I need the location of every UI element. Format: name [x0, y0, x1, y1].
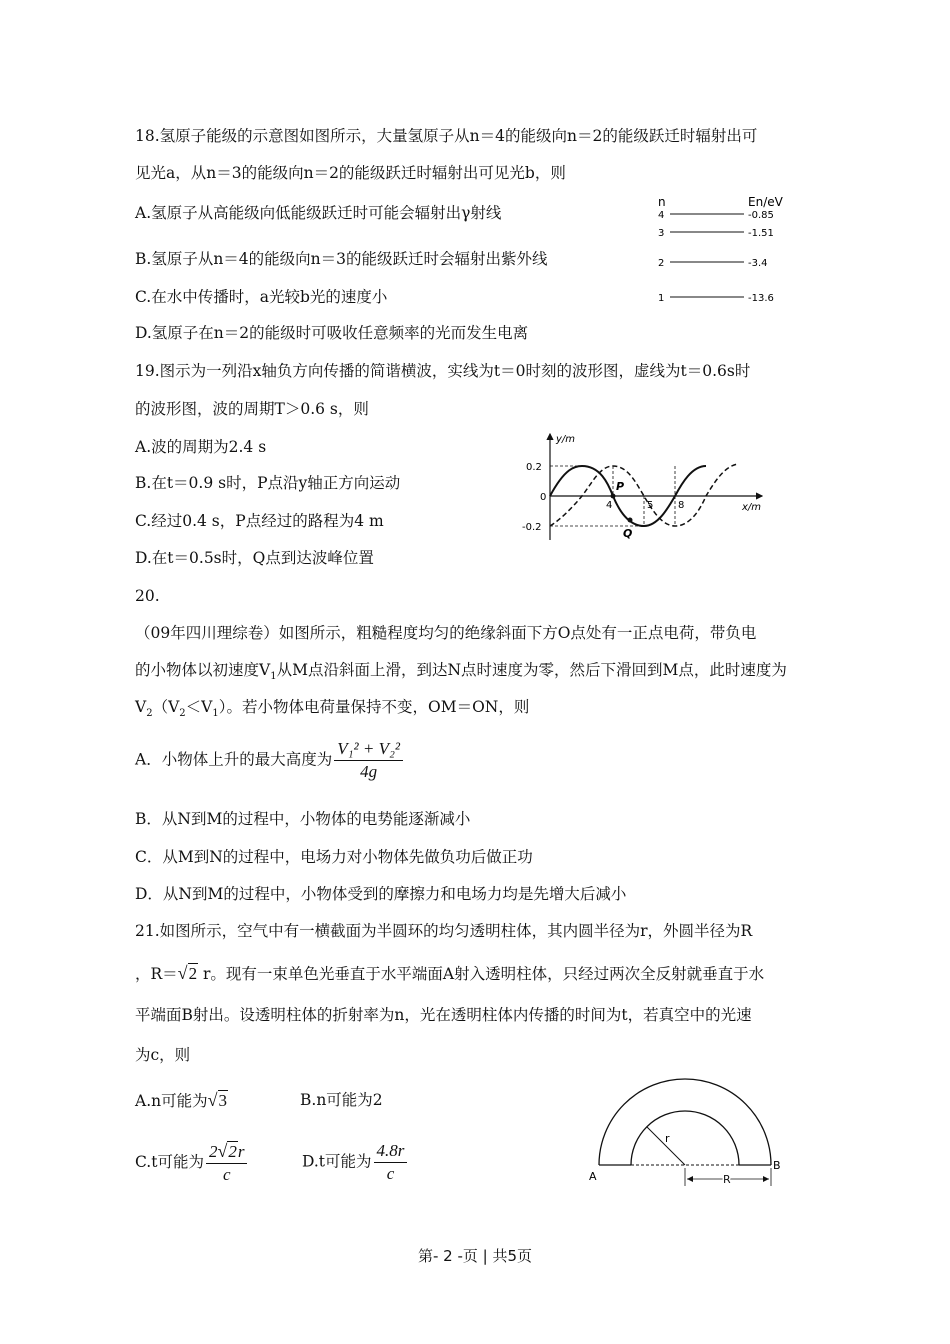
q21-sqrt2-radicand: 2 — [188, 964, 198, 983]
q20-option-a-fraction — [334, 738, 403, 783]
outer-semicircle — [599, 1079, 771, 1165]
q18-stem-line2: 见光a，从n＝3的能级向n＝2的能级跃迁时辐射出可见光b，则 — [135, 164, 566, 182]
q21-stem-line3: 平端面B射出。设透明柱体的折射率为n，光在透明柱体内传播的时间为t，若真空中的光速 — [135, 1006, 752, 1024]
q21-option-d — [302, 1140, 407, 1185]
energy-axis-label: En/eV — [748, 195, 783, 209]
q21-option-d-fraction — [374, 1140, 408, 1185]
q21-stem-line2 — [135, 962, 764, 985]
semicircle-ring-figure — [585, 1070, 785, 1188]
y-tick-top: 0.2 — [526, 462, 542, 473]
end-b-label: B — [773, 1159, 781, 1172]
point-q — [628, 518, 633, 523]
q20-stem-line3-end: ）。若小物体电荷量保持不变，OM＝ON，则 — [218, 698, 530, 716]
y-axis-label: y/m — [556, 434, 576, 445]
q21-option-c-numerator — [206, 1140, 248, 1164]
q21-option-c-denominator: c — [222, 1165, 231, 1184]
q20-paren-v2: （V — [152, 698, 180, 716]
q21-option-d-text: D.t可能为 — [302, 1152, 372, 1171]
q18-option-a: A.氢原子从高能级向低能级跃迁时可能会辐射出γ射线 — [135, 204, 502, 222]
q19-stem-line2: 的波形图，波的周期T＞0.6 s，则 — [135, 400, 369, 418]
q21-option-c-r: r — [237, 1142, 245, 1161]
q20-option-d: D．从N到M的过程中，小物体受到的摩擦力和电场力均是先增大后减小 — [135, 885, 627, 903]
q20-option-c: C．从M到N的过程中，电场力对小物体先做负功后做正功 — [135, 848, 533, 866]
radius-R-label: R — [723, 1173, 731, 1186]
q21-stem-line4: 为c，则 — [135, 1046, 191, 1064]
q20-paren-v2-sub: 2 — [179, 708, 186, 720]
energy-level-4 — [658, 210, 774, 221]
q21-option-d-numerator: 4.8r — [374, 1140, 408, 1163]
x-tick-8: 8 — [678, 500, 685, 511]
level-1-energy: -13.6 — [748, 293, 774, 304]
q21-sqrt2: √2 — [177, 963, 198, 983]
q20-sub-v1: 1 — [270, 671, 277, 683]
x-tick-5: 5 — [647, 500, 654, 511]
q20-stem-line1: （09年四川理综卷）如图所示，粗糙程度均匀的绝缘斜面下方O点处有一正点电荷，带负电 — [135, 624, 757, 642]
q20-stem-line3 — [135, 696, 529, 725]
q21-stem-line1: 21.如图所示，空气中有一横截面为半圆环的均匀透明柱体，其内圆半径为r，外圆半径为R — [135, 922, 753, 940]
q19-option-d: D.在t＝0.5s时，Q点到达波峰位置 — [135, 549, 374, 567]
q20-option-a-numerator: V₁² + V₂² — [334, 738, 403, 761]
q19-option-b: B.在t＝0.9 s时，P点沿y轴正方向运动 — [135, 474, 401, 492]
q20-option-a-denominator: 4g — [360, 762, 378, 781]
q21-option-c-fraction — [206, 1140, 248, 1186]
q20-number: 20. — [135, 587, 160, 605]
level-2-energy: -3.4 — [748, 258, 768, 269]
energy-level-2 — [658, 258, 768, 269]
wave-graph — [520, 428, 770, 546]
level-4-energy: -0.85 — [748, 210, 774, 221]
n-axis-label: n — [658, 195, 666, 209]
radius-r-label: r — [665, 1132, 670, 1145]
level-3-energy: -1.51 — [748, 228, 774, 239]
energy-level-diagram — [652, 192, 802, 312]
q19-option-c: C.经过0.4 s，P点经过的路程为4 m — [135, 512, 384, 530]
q21-option-a — [135, 1089, 228, 1112]
q21-option-c-coef: 2 — [208, 1142, 218, 1161]
q20-v2-sub: 2 — [146, 708, 153, 720]
q20-v2: V — [135, 698, 147, 716]
q21-option-c-radicand: 2 — [228, 1142, 237, 1161]
q20-stem-line2-a: 的小物体以初速度V — [135, 661, 271, 679]
q18-stem-line1: 18.氢原子能级的示意图如图所示，大量氢原子从n＝4的能级向n＝2的能级跃迁时辐射出可 — [135, 127, 758, 145]
level-4-n: 4 — [658, 210, 665, 221]
q21-option-d-denominator: c — [386, 1164, 395, 1183]
q20-lt-v1-sub: 1 — [212, 708, 219, 720]
q21-option-c-sqrt: √2 — [217, 1141, 237, 1161]
energy-level-3 — [658, 228, 774, 239]
q20-option-a-text: A．小物体上升的最大高度为 — [135, 750, 333, 769]
x-tick-4: 4 — [606, 500, 613, 511]
q21-option-a-text: A.n可能为 — [135, 1092, 208, 1110]
level-3-n: 3 — [658, 228, 665, 239]
q19-option-a: A.波的周期为2.4 s — [135, 438, 267, 456]
q20-option-a — [135, 738, 403, 783]
level-1-n: 1 — [658, 293, 665, 304]
q20-lt-v1: ＜V — [185, 698, 213, 716]
q21-option-c-text: C.t可能为 — [135, 1153, 204, 1171]
level-2-n: 2 — [658, 258, 665, 269]
point-p — [611, 494, 616, 499]
q18-option-b: B.氢原子从n＝4的能级向n＝3的能级跃迁时会辐射出紫外线 — [135, 250, 548, 268]
q20-option-b: B．从N到M的过程中，小物体的电势能逐渐减小 — [135, 810, 471, 828]
q20-stem-line2 — [135, 659, 787, 688]
q20-stem-line2-b: 从M点沿斜面上滑，到达N点时速度为零，然后下滑回到M点，此时速度为 — [276, 661, 787, 679]
point-q-label: Q — [623, 527, 633, 540]
q21-option-b: B.n可能为2 — [300, 1091, 383, 1109]
inner-semicircle — [631, 1111, 739, 1165]
end-a-label: A — [589, 1170, 597, 1183]
q21-stem-line2-b: r。现有一束单色光垂直于水平端面A射入透明柱体，只经过两次全反射就垂直于水 — [198, 965, 765, 983]
q21-option-c — [135, 1140, 247, 1186]
page-footer: 第- 2 -页 | 共5页 — [417, 1247, 533, 1265]
point-p-label: P — [616, 480, 625, 493]
q21-option-a-sqrt: √3 — [207, 1090, 227, 1110]
y-tick-bottom: -0.2 — [522, 522, 542, 533]
energy-level-1 — [658, 293, 774, 304]
y-tick-zero: 0 — [540, 492, 547, 503]
q18-option-d: D.氢原子在n＝2的能级时可吸收任意频率的光而发生电离 — [135, 324, 529, 342]
x-axis-label: x/m — [742, 502, 762, 513]
q21-option-a-radicand: 3 — [218, 1091, 227, 1110]
q18-option-c: C.在水中传播时，a光较b光的速度小 — [135, 288, 388, 306]
q21-stem-line2-a: ，R＝ — [135, 965, 178, 983]
q19-stem-line1: 19.图示为一列沿x轴负方向传播的简谐横波，实线为t＝0时刻的波形图，虚线为t＝0.6s时 — [135, 362, 751, 380]
